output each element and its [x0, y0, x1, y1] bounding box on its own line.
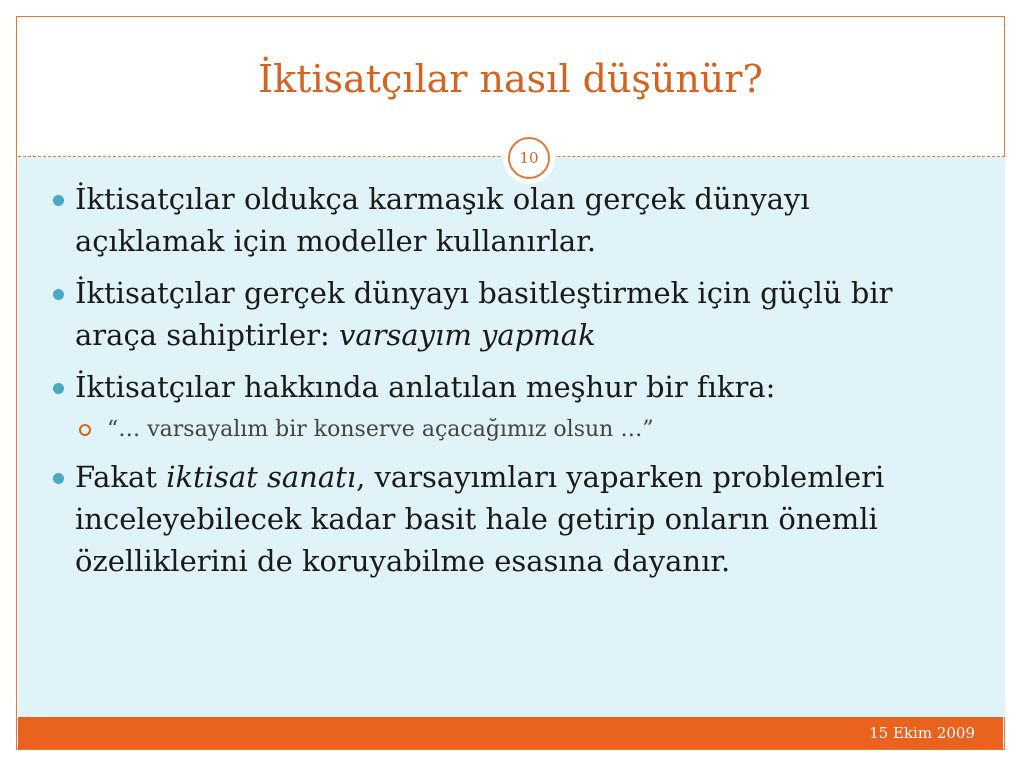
bullet-text: İktisatçılar hakkında anlatılan meşhur bir fıkra:: [75, 370, 776, 404]
bullet-text: İktisatçılar gerçek dünyayı basitleştirmek için güçlü bir araça sahiptirler:: [75, 276, 893, 352]
bullet-text: İktisatçılar oldukça karmaşık olan gerçek dünyayı açıklamak için modeller kullanırlar.: [75, 182, 810, 258]
bullet-item: [47, 366, 947, 408]
bullet-prefix: Fakat: [75, 460, 167, 494]
bullet-item: [47, 178, 947, 262]
slide-body: [47, 178, 947, 592]
bullet-item: [47, 272, 947, 356]
sub-bullet-item: [47, 414, 947, 446]
page-number: 10: [508, 137, 550, 179]
bullet-dot-icon: [53, 289, 64, 300]
bullet-dot-icon: [53, 383, 64, 394]
bullet-text: , varsayımları yaparken problemleri inceleyebilecek kadar basit hale getirip onların önemli özelliklerini de koruyabilme esasına dayanır.: [75, 460, 885, 578]
bullet-item: [47, 456, 947, 582]
bullet-emphasis: iktisat sanatı: [166, 460, 357, 494]
bullet-dot-icon: [53, 195, 64, 206]
page-number-badge: [503, 132, 555, 184]
bullet-emphasis: varsayım yapmak: [338, 318, 596, 352]
sub-bullet-ring-icon: [79, 424, 91, 436]
sub-bullet-text: “… varsayalım bir konserve açacağımız olsun …”: [107, 417, 654, 442]
slide-title: İktisatçılar nasıl düşünür?: [258, 57, 763, 101]
footer-bar: [18, 717, 1003, 749]
bullet-dot-icon: [53, 473, 64, 484]
footer-date: 15 Ekim 2009: [869, 724, 975, 742]
